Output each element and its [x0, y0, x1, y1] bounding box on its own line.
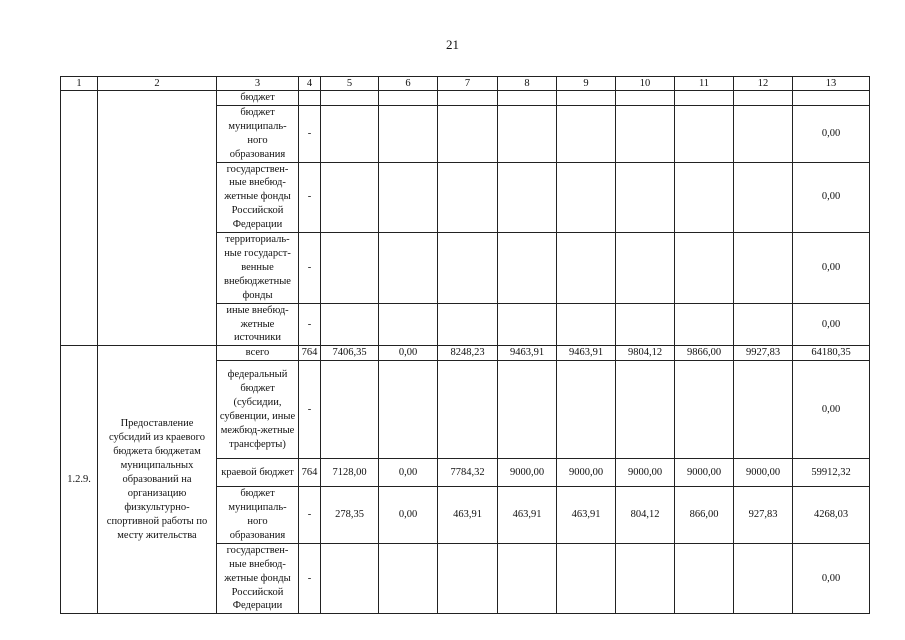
cell-value: 64180,35 [793, 346, 870, 361]
table-row [61, 91, 870, 106]
funding-source: государствен-ные внебюд-жетные фонды Российской Федерации [217, 543, 299, 614]
funding-source: всего [217, 346, 299, 361]
cell-value: 463,91 [498, 487, 557, 544]
cell-value: 764 [299, 346, 321, 361]
cell-value: 0,00 [793, 105, 870, 162]
cell-value: 0,00 [379, 459, 438, 487]
funding-source: бюджет муниципаль-ного образования [217, 105, 299, 162]
row-number-cell [61, 91, 98, 346]
funding-source: краевой бюджет [217, 459, 299, 487]
cell-value: 9804,12 [616, 346, 675, 361]
cell-value: - [299, 487, 321, 544]
column-header: 8 [498, 77, 557, 91]
cell-value: 9463,91 [557, 346, 616, 361]
column-header: 7 [438, 77, 498, 91]
activity-name-cell [98, 91, 217, 346]
column-header: 11 [675, 77, 734, 91]
column-header: 1 [61, 77, 98, 91]
cell-value: 463,91 [438, 487, 498, 544]
cell-value: 0,00 [793, 162, 870, 233]
funding-source: территориаль-ные государст-венные внебюджетные фонды [217, 233, 299, 304]
column-header: 3 [217, 77, 299, 91]
column-header: 9 [557, 77, 616, 91]
cell-value: 463,91 [557, 487, 616, 544]
page-number: 21 [446, 37, 459, 52]
funding-source: федеральный бюджет (субсидии, субвенции, иные межбюд-жетные трансферты) [217, 361, 299, 459]
cell-value: - [299, 233, 321, 304]
cell-value: - [299, 543, 321, 614]
cell-value: 804,12 [616, 487, 675, 544]
column-header: 6 [379, 77, 438, 91]
cell-value: 0,00 [793, 233, 870, 304]
row-number: 1.2.9. [61, 346, 98, 614]
cell-value: 7128,00 [321, 459, 379, 487]
column-header: 10 [616, 77, 675, 91]
column-header: 12 [734, 77, 793, 91]
cell-value: 0,00 [793, 303, 870, 346]
cell-value: 9000,00 [498, 459, 557, 487]
cell-value: 866,00 [675, 487, 734, 544]
table-row [61, 346, 870, 361]
cell-value: 278,35 [321, 487, 379, 544]
cell-value: 0,00 [379, 487, 438, 544]
funding-source: бюджет муниципаль-ного образования [217, 487, 299, 544]
cell-value: 0,00 [793, 361, 870, 459]
column-header: 2 [98, 77, 217, 91]
cell-value: 59912,32 [793, 459, 870, 487]
budget-table [60, 76, 870, 614]
cell-value: 7406,35 [321, 346, 379, 361]
cell-value: 7784,32 [438, 459, 498, 487]
cell-value: 9463,91 [498, 346, 557, 361]
activity-name: Предоставление субсидий из краевого бюджета бюджетам муниципальных образований на организацию физкультурно-спортивной работы по месту жительства [98, 346, 217, 614]
cell-value: 0,00 [793, 543, 870, 614]
cell-value: 9927,83 [734, 346, 793, 361]
cell-value: 9000,00 [557, 459, 616, 487]
cell-value: 4268,03 [793, 487, 870, 544]
cell-value: - [299, 361, 321, 459]
cell-value: 8248,23 [438, 346, 498, 361]
cell-value: 9000,00 [734, 459, 793, 487]
cell-value: 927,83 [734, 487, 793, 544]
column-header: 5 [321, 77, 379, 91]
cell-value: 9000,00 [675, 459, 734, 487]
cell-value: - [299, 303, 321, 346]
funding-source: бюджет [217, 91, 299, 106]
funding-source: иные внебюд-жетные источники [217, 303, 299, 346]
cell-value: 764 [299, 459, 321, 487]
funding-source: государствен-ные внебюд-жетные фонды Российской Федерации [217, 162, 299, 233]
cell-value: - [299, 105, 321, 162]
cell-value: 9866,00 [675, 346, 734, 361]
table-header-row [61, 77, 870, 91]
column-header: 4 [299, 77, 321, 91]
column-header: 13 [793, 77, 870, 91]
cell-value: - [299, 162, 321, 233]
cell-value: 9000,00 [616, 459, 675, 487]
cell-value: 0,00 [379, 346, 438, 361]
